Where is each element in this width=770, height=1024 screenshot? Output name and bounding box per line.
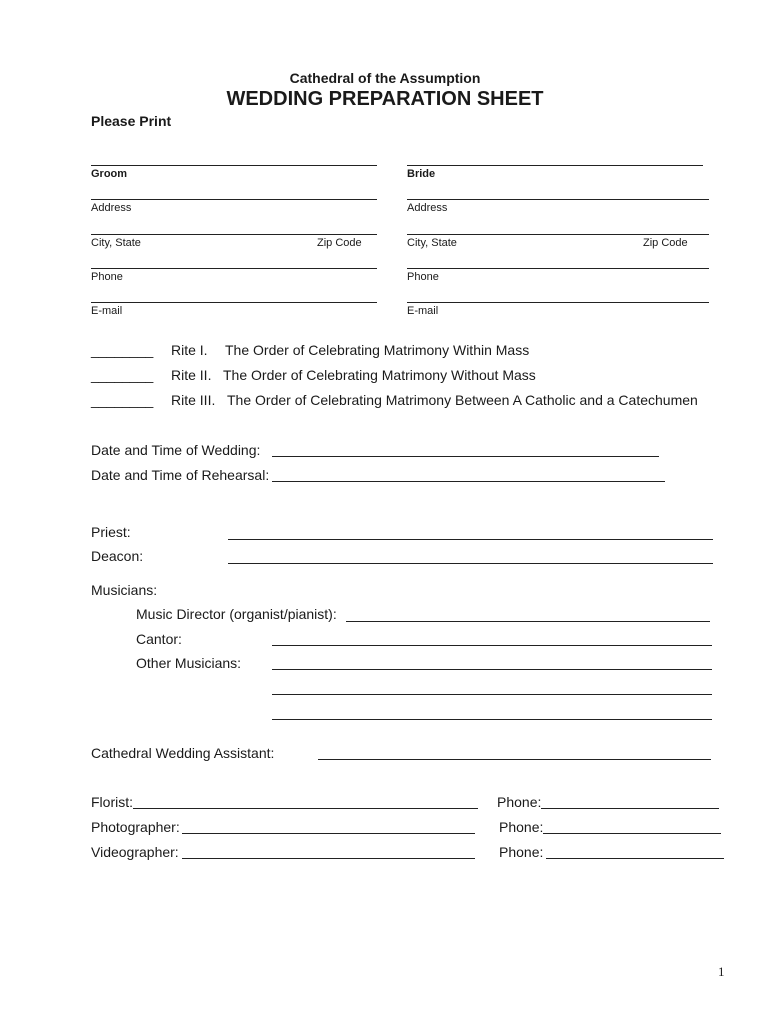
deacon-line[interactable] — [228, 563, 713, 564]
rite-2-description: The Order of Celebrating Matrimony Without Mass — [223, 367, 536, 383]
florist-line[interactable] — [133, 808, 478, 809]
other-musicians-line-1[interactable] — [272, 669, 712, 670]
bride-zip-label: Zip Code — [643, 237, 688, 249]
deacon-label: Deacon: — [91, 548, 144, 564]
bride-name-line[interactable] — [407, 165, 703, 166]
videographer-line[interactable] — [182, 858, 475, 859]
rite-1-name: Rite I. — [171, 342, 208, 358]
music-director-line[interactable] — [346, 621, 710, 622]
groom-address-line[interactable] — [91, 199, 377, 200]
photographer-phone-line[interactable] — [543, 833, 721, 834]
wedding-datetime-label: Date and Time of Wedding: — [91, 442, 261, 458]
videographer-label: Videographer: — [91, 844, 179, 860]
bride-label: Bride — [407, 168, 436, 180]
please-print-note: Please Print — [91, 113, 172, 129]
groom-phone-line[interactable] — [91, 268, 377, 269]
florist-phone-label: Phone: — [497, 794, 542, 810]
groom-name-line[interactable] — [91, 165, 377, 166]
priest-label: Priest: — [91, 524, 131, 540]
rehearsal-datetime-label: Date and Time of Rehearsal: — [91, 467, 270, 483]
music-director-label: Music Director (organist/pianist): — [136, 606, 337, 622]
wedding-assistant-line[interactable] — [318, 759, 711, 760]
rite-1-description: The Order of Celebrating Matrimony Within Mass — [225, 342, 530, 358]
groom-email-label: E-mail — [91, 305, 123, 317]
bride-city-line[interactable] — [407, 234, 709, 235]
page-number: 1 — [718, 964, 725, 979]
photographer-line[interactable] — [182, 833, 475, 834]
other-musicians-line-2[interactable] — [272, 694, 712, 695]
bride-email-line[interactable] — [407, 302, 709, 303]
groom-email-line[interactable] — [91, 302, 377, 303]
florist-label: Florist: — [91, 794, 133, 810]
bride-phone-label: Phone — [407, 271, 439, 283]
groom-city-label: City, State — [91, 237, 141, 249]
page-title: WEDDING PREPARATION SHEET — [226, 88, 544, 110]
other-musicians-label: Other Musicians: — [136, 655, 242, 671]
photographer-phone-label: Phone: — [499, 819, 544, 835]
musicians-heading: Musicians: — [91, 582, 158, 598]
rite-2-name: Rite II. — [171, 367, 212, 383]
groom-address-label: Address — [91, 202, 132, 214]
groom-phone-label: Phone — [91, 271, 123, 283]
church-name: Cathedral of the Assumption — [289, 70, 481, 86]
rite-3-name: Rite III. — [171, 392, 216, 408]
rite-3-blank[interactable]: ________ — [91, 392, 154, 408]
florist-phone-line[interactable] — [541, 808, 719, 809]
priest-line[interactable] — [228, 539, 713, 540]
photographer-label: Photographer: — [91, 819, 180, 835]
rite-3-description: The Order of Celebrating Matrimony Between A Catholic and a Catechumen — [227, 392, 698, 408]
bride-email-label: E-mail — [407, 305, 439, 317]
bride-address-line[interactable] — [407, 199, 709, 200]
groom-city-line[interactable] — [91, 234, 377, 235]
rite-2-blank[interactable]: ________ — [91, 367, 154, 383]
rehearsal-datetime-line[interactable] — [272, 481, 665, 482]
bride-city-label: City, State — [407, 237, 457, 249]
wedding-assistant-label: Cathedral Wedding Assistant: — [91, 745, 275, 761]
videographer-phone-line[interactable] — [546, 858, 724, 859]
bride-phone-line[interactable] — [407, 268, 709, 269]
groom-zip-label: Zip Code — [317, 237, 362, 249]
other-musicians-line-3[interactable] — [272, 719, 712, 720]
wedding-datetime-line[interactable] — [272, 456, 659, 457]
groom-label: Groom — [91, 168, 128, 180]
rite-1-blank[interactable]: ________ — [91, 342, 154, 358]
cantor-line[interactable] — [272, 645, 712, 646]
cantor-label: Cantor: — [136, 631, 182, 647]
bride-address-label: Address — [407, 202, 448, 214]
videographer-phone-label: Phone: — [499, 844, 544, 860]
